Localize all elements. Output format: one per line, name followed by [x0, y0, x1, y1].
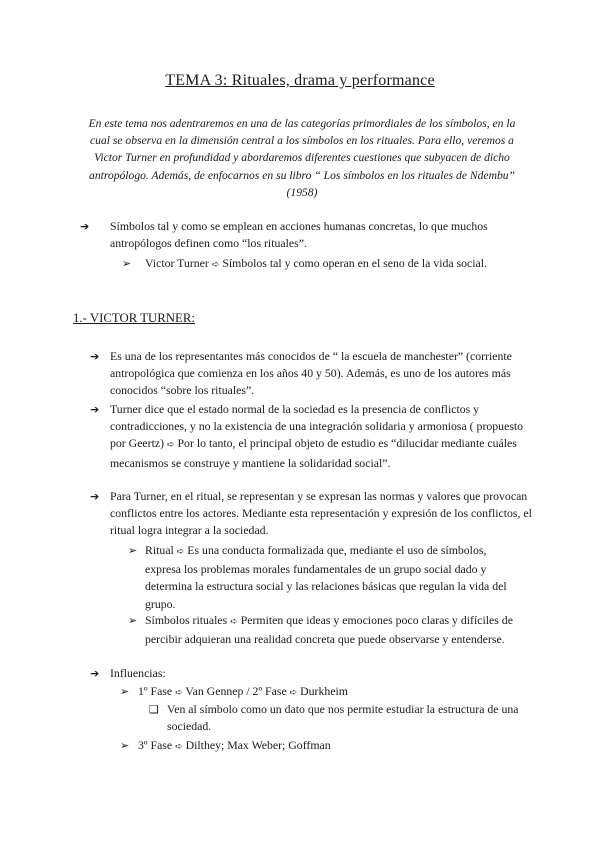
paragraph-item	[110, 401, 540, 472]
sub-bullet-icon: ➢	[128, 544, 138, 557]
fase-line-1	[138, 683, 518, 702]
simbolos-term: Símbolos rituales	[145, 613, 228, 627]
arrow-bullet-icon: ➔	[90, 403, 100, 416]
sub-bullet-icon: ➢	[128, 614, 138, 627]
inline-arrow-icon: ➪	[167, 440, 175, 451]
inline-arrow-icon: ➪	[175, 742, 183, 752]
simbolos-definition	[145, 612, 525, 648]
ritual-def: Es una conducta formalizada que, mediante el uso de símbolos, expresa los problemas morales fundamentales de un grupo social dado y determina la estructura social y las relaciones básicas que regulan la vida del grupo.	[145, 543, 507, 611]
sub-bullet-icon: ➢	[120, 739, 130, 752]
arrow-bullet-icon: ➔	[80, 220, 90, 233]
intro-list-subitem	[145, 255, 525, 274]
p2-text-a: Turner dice que el estado normal de la sociedad es la presencia de conflictos y contradicciones, y no la existencia de una integración solidaria y armoniosa ( propuesto por Geertz)	[110, 402, 524, 451]
arrow-bullet-icon: ➔	[90, 667, 100, 680]
fase3-authors: Dilthey; Max Weber; Goffman	[185, 738, 331, 752]
section-heading: 1.- VICTOR TURNER:	[73, 311, 195, 325]
intro-paragraph: En este tema nos adentraremos en una de las categorías primordiales de los símbolos, en la cual se observa en la dimensión central a los símbolos en los rituales. Para ello, veremos a Victor Turner en profundidad y abordaremos diferentes cuestiones que subyacen de dicho antropólogo. Además, de enfocarnos en su libro “ Los símbolos en los rituales de Ndembu” (1958)	[88, 117, 516, 199]
paragraph-item: Para Turner, en el ritual, se representan y se expresan las normas y valores que provocan conflictos entre los actores. Mediante esta representación y expresión de los conflictos, el ritual logra integrar a la sociedad.	[110, 489, 532, 538]
page-title: TEMA 3: Rituales, drama y performance	[165, 72, 435, 89]
checkbox-bullet-icon: ❑	[149, 703, 159, 716]
inline-arrow-icon: ➪	[175, 688, 183, 698]
influencias-label: Influencias:	[110, 666, 166, 680]
inline-arrow-icon: ➪	[176, 547, 185, 557]
paragraph-item: Es una de los representantes más conocidos de “ la escuela de manchester” (corriente antropológica que comienza en los años 40 y 50). Además, es uno de los autores más conocidos “sobre los rituales”.	[110, 349, 512, 398]
turner-desc: Símbolos tal y como operan en el seno de la vida social.	[222, 256, 488, 270]
fase1-label: 1º Fase	[138, 684, 173, 698]
sub-bullet-icon: ➢	[120, 685, 130, 698]
arrow-bullet-icon: ➔	[90, 350, 100, 363]
fase2-author: Durkheim	[300, 684, 348, 698]
turner-label: Victor Turner	[145, 256, 209, 270]
ritual-definition	[145, 542, 525, 613]
sub-bullet-icon: ➢	[122, 257, 132, 270]
fase-line-3	[138, 737, 518, 756]
fase-note: Ven al símbolo como un dato que nos permite estudiar la estructura de una sociedad.	[167, 702, 519, 734]
p2-text-b: Por lo tanto, el principal objeto de estudio es “dilucidar mediante cuáles mecanismos se construye y mantiene la solidaridad social”.	[110, 436, 517, 470]
intro-list-item: Símbolos tal y como se emplean en acciones humanas concretas, lo que muchos antropólogos definen como “los rituales”.	[110, 219, 488, 251]
arrow-bullet-icon: ➔	[90, 490, 100, 503]
ritual-term: Ritual	[145, 543, 174, 557]
inline-arrow-icon: ➪	[211, 260, 220, 270]
fase2-label: / 2º Fase	[246, 684, 287, 698]
fase3-label: 3º Fase	[138, 738, 173, 752]
inline-arrow-icon: ➪	[230, 617, 238, 627]
inline-arrow-icon: ➪	[289, 688, 298, 698]
fase1-author: Van Gennep	[185, 684, 244, 698]
simbolos-def: Permiten que ideas y emociones poco claras y difíciles de percibir adquieran una realidad concreta que puede observarse y entenderse.	[145, 613, 513, 647]
